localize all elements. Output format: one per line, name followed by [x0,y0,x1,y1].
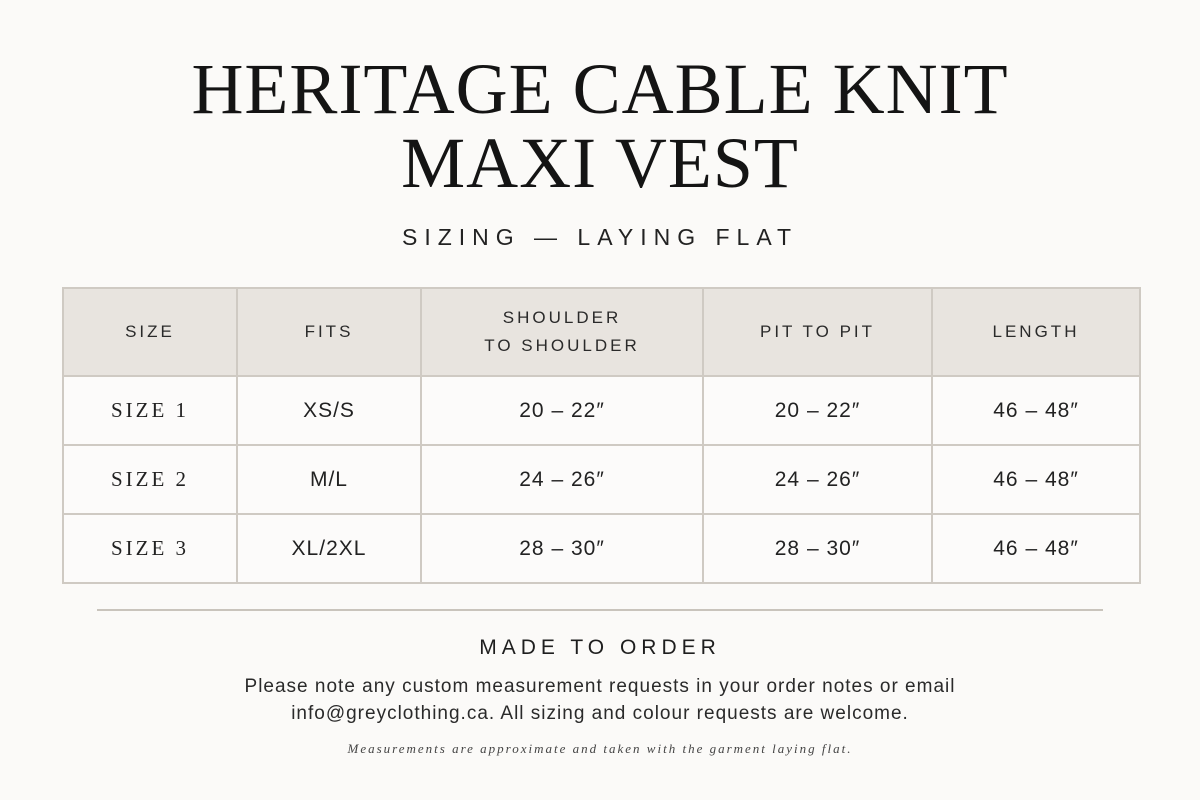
page-subtitle: SIZING — LAYING FLAT [401,224,799,250]
cell-shoulder: 24 – 26″ [421,445,703,514]
cell-shoulder: 20 – 22″ [421,376,703,445]
made-to-order-note [0,673,1200,727]
cell-length: 46 – 48″ [932,376,1140,445]
column-header-shoulder-line2: TO SHOULDER [484,336,640,355]
cell-length: 46 – 48″ [932,514,1140,583]
note-line-2: info@greyclothing.ca. All sizing and colour requests are welcome. [291,703,909,724]
title-line-2: MAXI VEST [401,123,799,203]
column-header-pit-to-pit: PIT TO PIT [703,288,932,376]
cell-length: 46 – 48″ [932,445,1140,514]
cell-pit-to-pit: 28 – 30″ [703,514,932,583]
cell-pit-to-pit: 20 – 22″ [703,376,932,445]
column-header-fits: FITS [237,288,421,376]
made-to-order-heading: MADE TO ORDER [479,636,721,659]
table-row [63,376,1140,445]
table-row [63,514,1140,583]
cell-fits: XS/S [237,376,421,445]
table-header-row [63,288,1140,376]
title-line-1: HERITAGE CABLE KNIT [191,49,1009,129]
section-divider [97,609,1103,611]
cell-size: SIZE 2 [63,445,237,514]
cell-fits: XL/2XL [237,514,421,583]
cell-pit-to-pit: 24 – 26″ [703,445,932,514]
cell-size: SIZE 3 [63,514,237,583]
column-header-length: LENGTH [932,288,1140,376]
column-header-shoulder-line1: SHOULDER [502,308,622,327]
cell-size: SIZE 1 [63,376,237,445]
cell-fits: M/L [237,445,421,514]
table-header [63,288,1140,376]
measurement-disclaimer: Measurements are approximate and taken with the garment laying flat. [347,741,853,756]
note-line-1: Please note any custom measurement requests in your order notes or email [244,676,956,697]
cell-shoulder: 28 – 30″ [421,514,703,583]
column-header-size: SIZE [63,288,237,376]
sizing-table [62,287,1141,584]
table-row [63,445,1140,514]
table-body [63,376,1140,583]
page-title [0,49,1200,203]
column-header-shoulder [421,288,703,376]
